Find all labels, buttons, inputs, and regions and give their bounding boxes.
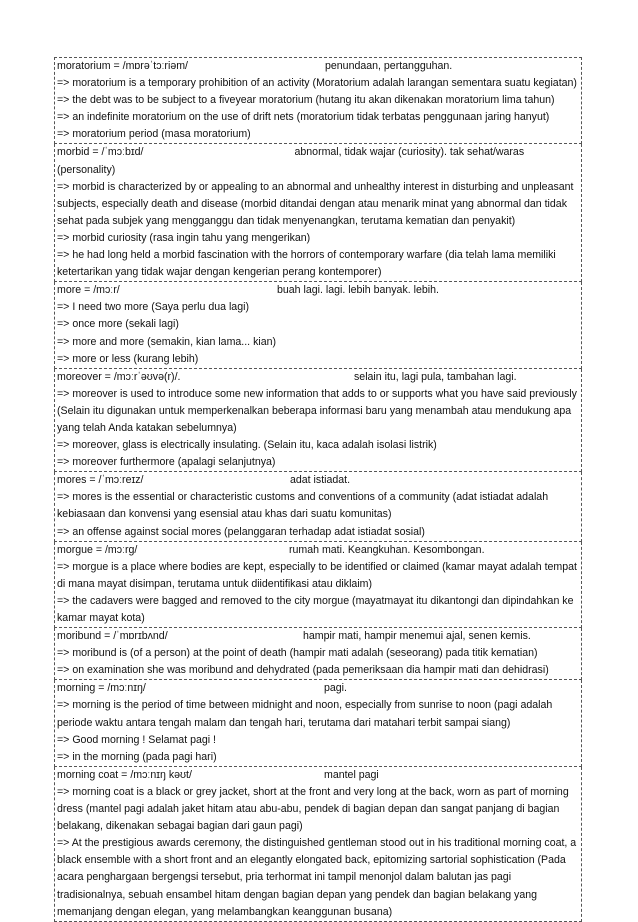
entry-example-line: => the cadavers were bagged and removed to the city morgue (mayatmayat itu dikantongi dan dipindahkan ke kamar mayat kota): [57, 594, 574, 624]
entry-term: morning = /mɔːnɪŋ/: [57, 682, 146, 695]
entry-example-line: => moratorium period (masa moratorium): [57, 128, 251, 141]
entry-term: morning coat = /mɔːnɪŋ kəʊt/: [57, 768, 192, 781]
dictionary-entry: [54, 144, 582, 282]
entry-example-line: => moratorium is a temporary prohibition of an activity (Moratorium adalah larangan sementara suatu kegiatan): [57, 77, 577, 90]
dictionary-entry: [54, 369, 582, 473]
entry-meaning: penundaan, pertangguhan.: [325, 60, 453, 72]
entry-header: [57, 369, 580, 386]
entry-example-line: => in the morning (pada pagi hari): [57, 750, 217, 763]
entry-example-line: => morning is the period of time between midnight and noon, especially from sunrise to noon (pagi adalah periode waktu antara tengah malam dan tengah hari, terutama dari matahari terbit sampai siang): [57, 699, 553, 729]
entry-example-line: => moreover furthermore (apalagi selanjutnya): [57, 456, 276, 469]
entry-meaning: pagi.: [324, 682, 347, 695]
entry-header: [57, 144, 580, 178]
entry-term: morgue = /mɔːrg/: [57, 543, 138, 556]
entry-header: [57, 58, 580, 75]
entry-example-line: => I need two more (Saya perlu dua lagi): [57, 301, 249, 314]
entry-header: [57, 680, 580, 697]
entry-example-line: => morgue is a place where bodies are kept, especially to be identified or claimed (kamar mayat adalah tempat di mana mayat disimpan, terutama untuk diidentifikasi atau diklaim): [57, 560, 577, 590]
entry-example-line: => the debt was to be subject to a fiveyear moratorium (hutang itu akan dikenakan moratorium lima tahun): [57, 94, 555, 107]
entry-term: more = /mɔːr/: [57, 284, 120, 297]
entry-example-line: => At the prestigious awards ceremony, the distinguished gentleman stood out in his traditional morning coat, a black ensemble with a short front and an elegantly elongated back, epitomizing sartorial sophistication (Pada acara penghargaan bergengsi tersebut, pria terhormat ini tampil menonjol dalam balutan jas pagi tradisionalnya, sebuah ensambel hitam dengan bagian depan yang pendek dan bagian belakang yang memanjang dengan elegan, yang melambangkan keanggunan busana): [57, 837, 577, 918]
entry-example-line: => more and more (semakin, kian lama... kian): [57, 335, 277, 348]
dictionary-entry: [54, 767, 582, 922]
entry-term: morbid = /ˈmɔːbɪd/: [57, 146, 144, 159]
entry-example-line: => moreover is used to introduce some new information that adds to or supports what you have said previously (Selain itu digunakan untuk memperkenalkan beberapa informasi baru yang menambah atau mendukung apa yang telah Anda katakan sebelumnya): [57, 387, 577, 434]
dictionary-entry: [54, 628, 582, 680]
entry-term: mores = /ˈmɔːreɪz/: [57, 474, 144, 487]
entry-example-line: => morning coat is a black or grey jacket, short at the front and very long at the back, worn as part of morning dress (mantel pagi adalah jaket hitam atau abu-abu, pendek di bagian depan dan sangat panjang di bagian belakang, dikenakan sebagai bagian dari gaun pagi): [57, 785, 569, 833]
dictionary-entry: [54, 282, 582, 368]
entry-example-line: => he had long held a morbid fascination with the horrors of contemporary warfare (dia telah lama memiliki ketertarikan yang tidak wajar dengan kengerian perang kontemporer): [57, 249, 556, 279]
entry-header: [57, 628, 580, 645]
entry-header: [57, 282, 580, 299]
dictionary-page: [54, 57, 582, 922]
entry-example-line: => once more (sekali lagi): [57, 318, 179, 331]
entry-meaning: buah lagi. lagi. lebih banyak. lebih.: [277, 284, 439, 297]
entry-example-line: => an indefinite moratorium on the use of drift nets (moratorium tidak terbatas penggunaan jaring hanyut): [57, 111, 550, 124]
entry-example-line: => more or less (kurang lebih): [57, 352, 199, 365]
entry-example-line: => moreover, glass is electrically insulating. (Selain itu, kaca adalah isolasi listrik): [57, 439, 437, 452]
entry-example-line: => an offense against social mores (pelanggaran terhadap adat istiadat sosial): [57, 525, 425, 538]
entry-term: moribund = /ˈmɒrɪbʌnd/: [57, 630, 168, 643]
entry-meaning: hampir mati, hampir menemui ajal, senen kemis.: [303, 630, 531, 643]
entry-example-line: => moribund is (of a person) at the point of death (hampir mati adalah (seseorang) pada titik kematian): [57, 647, 538, 660]
dictionary-entry: [54, 472, 582, 541]
entry-meaning: abnormal, tidak wajar (curiosity). tak sehat/waras (personality): [57, 146, 525, 176]
entry-meaning: rumah mati. Keangkuhan. Kesombongan.: [289, 543, 485, 556]
entry-header: [57, 472, 580, 489]
entry-example-line: => morbid curiosity (rasa ingin tahu yang mengerikan): [57, 231, 311, 244]
dictionary-entry: [54, 680, 582, 766]
entry-term: moratorium = /mɒrəˈtɔːriəm/: [57, 60, 188, 72]
entry-example-line: => mores is the essential or characteristic customs and conventions of a community (adat istiadat adalah kebiasaan dan konvensi yang esensial atau khas dari suatu komunitas): [57, 491, 549, 521]
entry-header: [57, 542, 580, 559]
entry-meaning: selain itu, lagi pula, tambahan lagi.: [354, 370, 517, 383]
entry-meaning: mantel pagi: [324, 768, 379, 781]
entry-example-line: => on examination she was moribund and dehydrated (pada pemeriksaan dia hampir mati dan dehidrasi): [57, 664, 549, 677]
entry-example-line: => Good morning ! Selamat pagi !: [57, 733, 216, 746]
entry-example-line: => morbid is characterized by or appealing to an abnormal and unhealthy interest in disturbing and unpleasant subjects, especially death and disease (morbid ditandai dengan atau menarik minat yang abnormal dan tidak sehat pada subjek yang mengganggu dan tidak menyenangkan, terutama kematian dan penyakit): [57, 180, 574, 227]
dictionary-entry: [54, 57, 582, 144]
entry-meaning: adat istiadat.: [290, 474, 351, 487]
entry-header: [57, 767, 580, 784]
entry-term: moreover = /mɔːrˈəʊvə(r)/.: [57, 370, 181, 383]
dictionary-entry: [54, 542, 582, 628]
